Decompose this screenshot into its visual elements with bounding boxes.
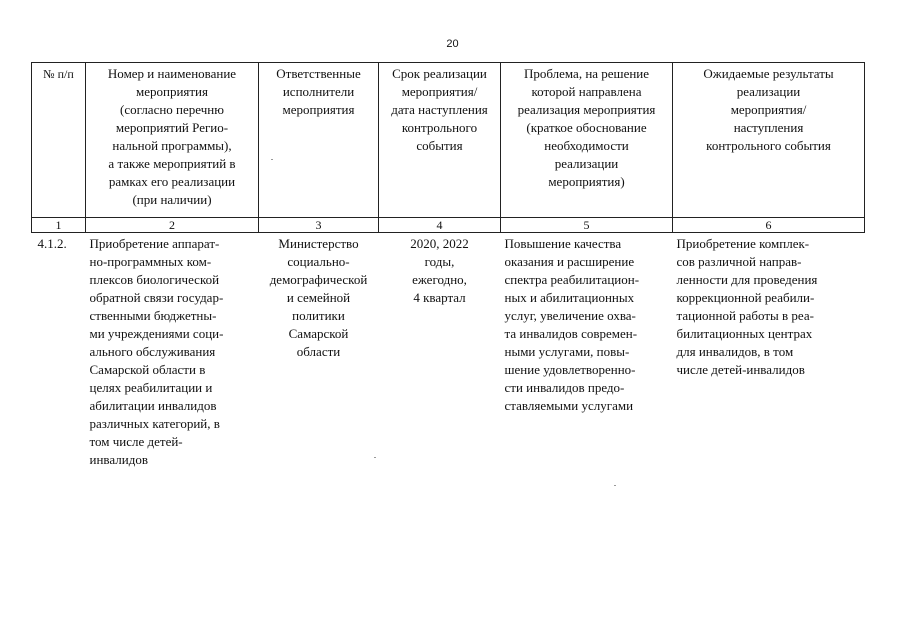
scan-speck bbox=[374, 457, 376, 458]
row-executor: Министерство социально- демографической и семейной политики Самарской области bbox=[269, 236, 368, 359]
scan-speck bbox=[614, 485, 616, 486]
column-index-6: 6 bbox=[673, 218, 865, 233]
row-term: 2020, 2022 годы, ежегодно, 4 квартал bbox=[410, 236, 469, 305]
header-cell-measure-name: Номер и наименование мероприятия (согласно перечню мероприятий Регио- нальной программы), а также мероприятий в рамках его реализации (при наличии) bbox=[86, 63, 259, 218]
scan-speck bbox=[271, 159, 273, 160]
row-measure-name: Приобретение аппарат- но-программных ком- плексов биологической обратной связи государ- ственными бюджетны- ми учреждениями соци- ального обслуживания Самарской области в целях реабилитации и абилитации инвалидов различных категорий, в том числе детей- инвалидов bbox=[89, 236, 224, 467]
header-cell-executors: Ответственные исполнители мероприятия bbox=[259, 63, 379, 218]
table-row bbox=[32, 233, 865, 470]
column-index-5: 5 bbox=[501, 218, 673, 233]
table-header-row bbox=[32, 63, 865, 218]
column-index-row bbox=[32, 218, 865, 233]
header-cell-expected-results: Ожидаемые результаты реализации мероприятия/ наступления контрольного события bbox=[673, 63, 865, 218]
row-number: 4.1.2. bbox=[37, 236, 67, 251]
column-index-4: 4 bbox=[379, 218, 501, 233]
row-problem: Повышение качества оказания и расширение спектра реабилитацион- ных и абилитационных услуг, увеличение охва- та инвалидов современ- ными услугами, повы- шение удовлетворенно- сти инвалидов предо- ставляемыми услугами bbox=[504, 236, 640, 413]
column-index-2: 2 bbox=[86, 218, 259, 233]
header-cell-problem: Проблема, на решение которой направлена реализация мероприятия (краткое обоснование необходимости реализации мероприятия) bbox=[501, 63, 673, 218]
column-index-1: 1 bbox=[32, 218, 86, 233]
header-cell-term: Срок реализации мероприятия/ дата наступления контрольного события bbox=[379, 63, 501, 218]
measures-table bbox=[31, 62, 865, 469]
row-expected-result: Приобретение комплек- сов различной направ- ленности для проведения коррекционной реабили- тационной работы в реа- билитационных центрах для инвалидов, в том числе детей-инвалидов bbox=[676, 236, 818, 377]
header-cell-number: № п/п bbox=[32, 63, 86, 218]
column-index-3: 3 bbox=[259, 218, 379, 233]
page-number: 20 bbox=[446, 38, 459, 50]
